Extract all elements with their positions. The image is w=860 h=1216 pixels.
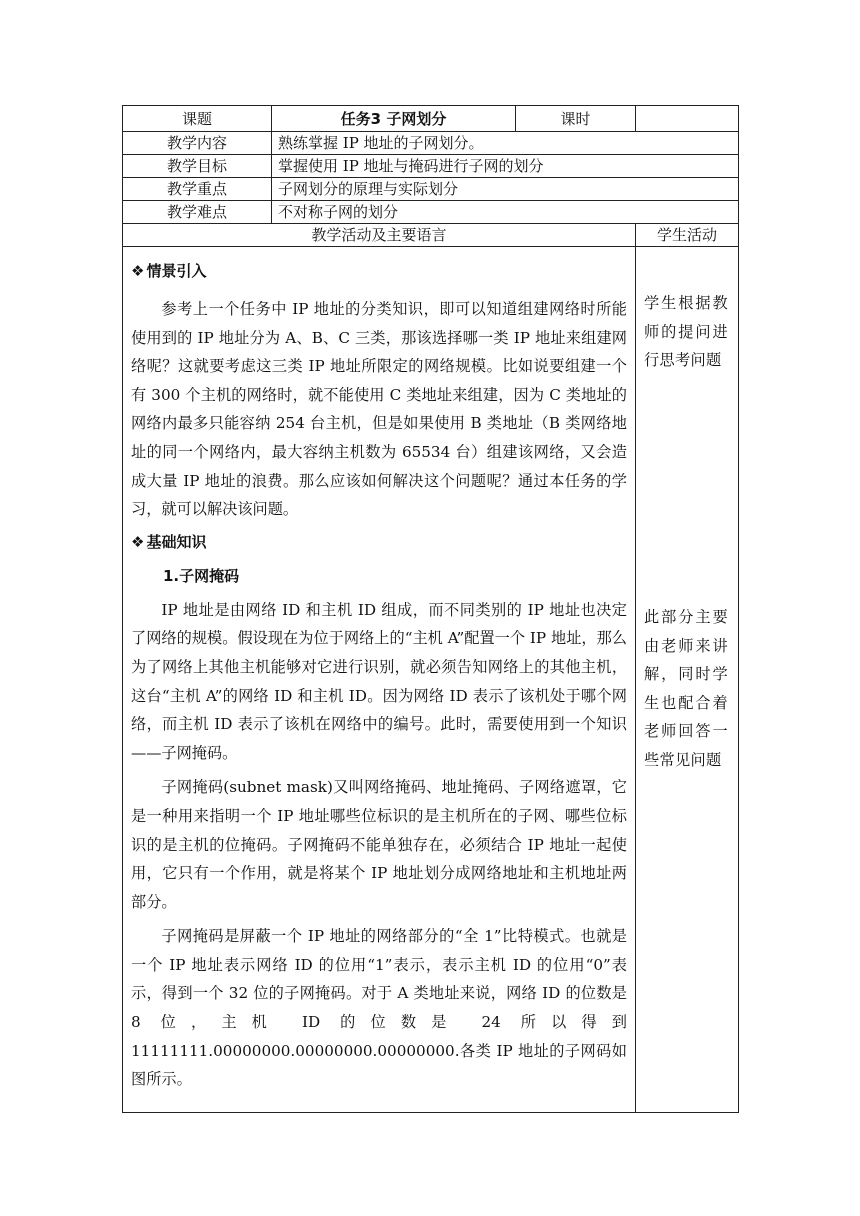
section-title: 基础知识 [146, 532, 207, 551]
subsection-heading: 1.子网掩码 [163, 566, 240, 585]
student-note-intro: 学生根据教师的提问进行思考问题 [644, 294, 728, 370]
activity-body-row [123, 247, 739, 1113]
info-label: 教学重点 [123, 178, 272, 201]
intro-paragraph: 参考上一个任务中 IP 地址的分类知识，即可以知道组建网络时所能使用到的 IP 地址分为 A、B、C 三类，那该选择哪一类 IP 地址来组建网络呢？这就要考虑这三类 IP 地址所限定的网络规模。比如说要组建一个有 300 个主机的网络时，就不能使用 C 类地址来组建，因为 C 类地址的网络内最多只能容纳 254 台主机，但是如果使用 B 类地址（B 类网络地址的同一个网络内，最大容纳主机数为 65534 台）组建该网络，又会造成大量 IP 地址的浪费。那么应该如何解决这个问题呢？通过本任务的学习，就可以解决该问题。 [131, 300, 627, 519]
basics-paragraph: IP 地址是由网络 ID 和主机 ID 组成，而不同类别的 IP 地址也决定了网络的规模。假设现在为位于网络上的“主机 A”配置一个 IP 地址，那么为了网络上其他主机能够对它进行识别，就必须告知网络上的其他主机，这台“主机 A”的网络 ID 和主机 ID。因为网络 ID 表示了该机处于哪个网络，而主机 ID 表示了该机在网络中的编号。此时，需要使用到一个知识——子网掩码。 [131, 600, 627, 762]
activity-header-student: 学生活动 [636, 224, 739, 247]
info-label: 教学难点 [123, 201, 272, 224]
lesson-plan-table [122, 105, 739, 1113]
info-value: 熟练掌握 IP 地址的子网划分。 [272, 132, 739, 155]
info-value: 不对称子网的划分 [272, 201, 739, 224]
activity-header-main: 教学活动及主要语言 [123, 224, 636, 247]
section-heading-intro [131, 261, 627, 281]
info-row-difficulty [123, 201, 739, 224]
info-row-focus [123, 178, 739, 201]
diamond-bullet-icon: ❖ [131, 262, 145, 280]
diamond-bullet-icon: ❖ [131, 532, 145, 551]
topic-value: 任务3 子网划分 [272, 106, 516, 132]
activity-header-row [123, 224, 739, 247]
info-value: 掌握使用 IP 地址与掩码进行子网的划分 [272, 155, 739, 178]
info-row-content [123, 132, 739, 155]
student-activity-cell [636, 247, 739, 1113]
header-row [123, 106, 739, 132]
info-label: 教学目标 [123, 155, 272, 178]
section-heading-basics [131, 532, 627, 552]
section-title: 情景引入 [146, 262, 207, 280]
student-note-basics: 此部分主要由老师来讲解，同时学生也配合着老师回答一些常见问题 [644, 608, 728, 769]
period-label: 课时 [516, 106, 636, 132]
basics-paragraph: 子网掩码是屏蔽一个 IP 地址的网络部分的“全 1”比特模式。也就是一个 IP 地址表示网络 ID 的位用“1”表示，表示主机 ID 的位用“0”表示，得到一个 32 位的子网掩码。对于 A 类地址来说，网络 ID 的位数是 8 位，主机 ID 的位数是 24 所以得到 11111111.00000000.00000000.00000000.各类 IP 地址的子网码如图所示。 [131, 927, 627, 1089]
activity-content [123, 247, 636, 1113]
info-label: 教学内容 [123, 132, 272, 155]
topic-label: 课题 [123, 106, 272, 132]
info-value: 子网划分的原理与实际划分 [272, 178, 739, 201]
basics-paragraph: 子网掩码(subnet mask)又叫网络掩码、地址掩码、子网络遮罩，它是一种用来指明一个 IP 地址哪些位标识的是主机所在的子网、哪些位标识的是主机的位掩码。子网掩码不能单独存在，必须结合 IP 地址一起使用，它只有一个作用，就是将某个 IP 地址划分成网络地址和主机地址两部分。 [131, 778, 627, 911]
period-value [636, 106, 739, 132]
info-row-goal [123, 155, 739, 178]
